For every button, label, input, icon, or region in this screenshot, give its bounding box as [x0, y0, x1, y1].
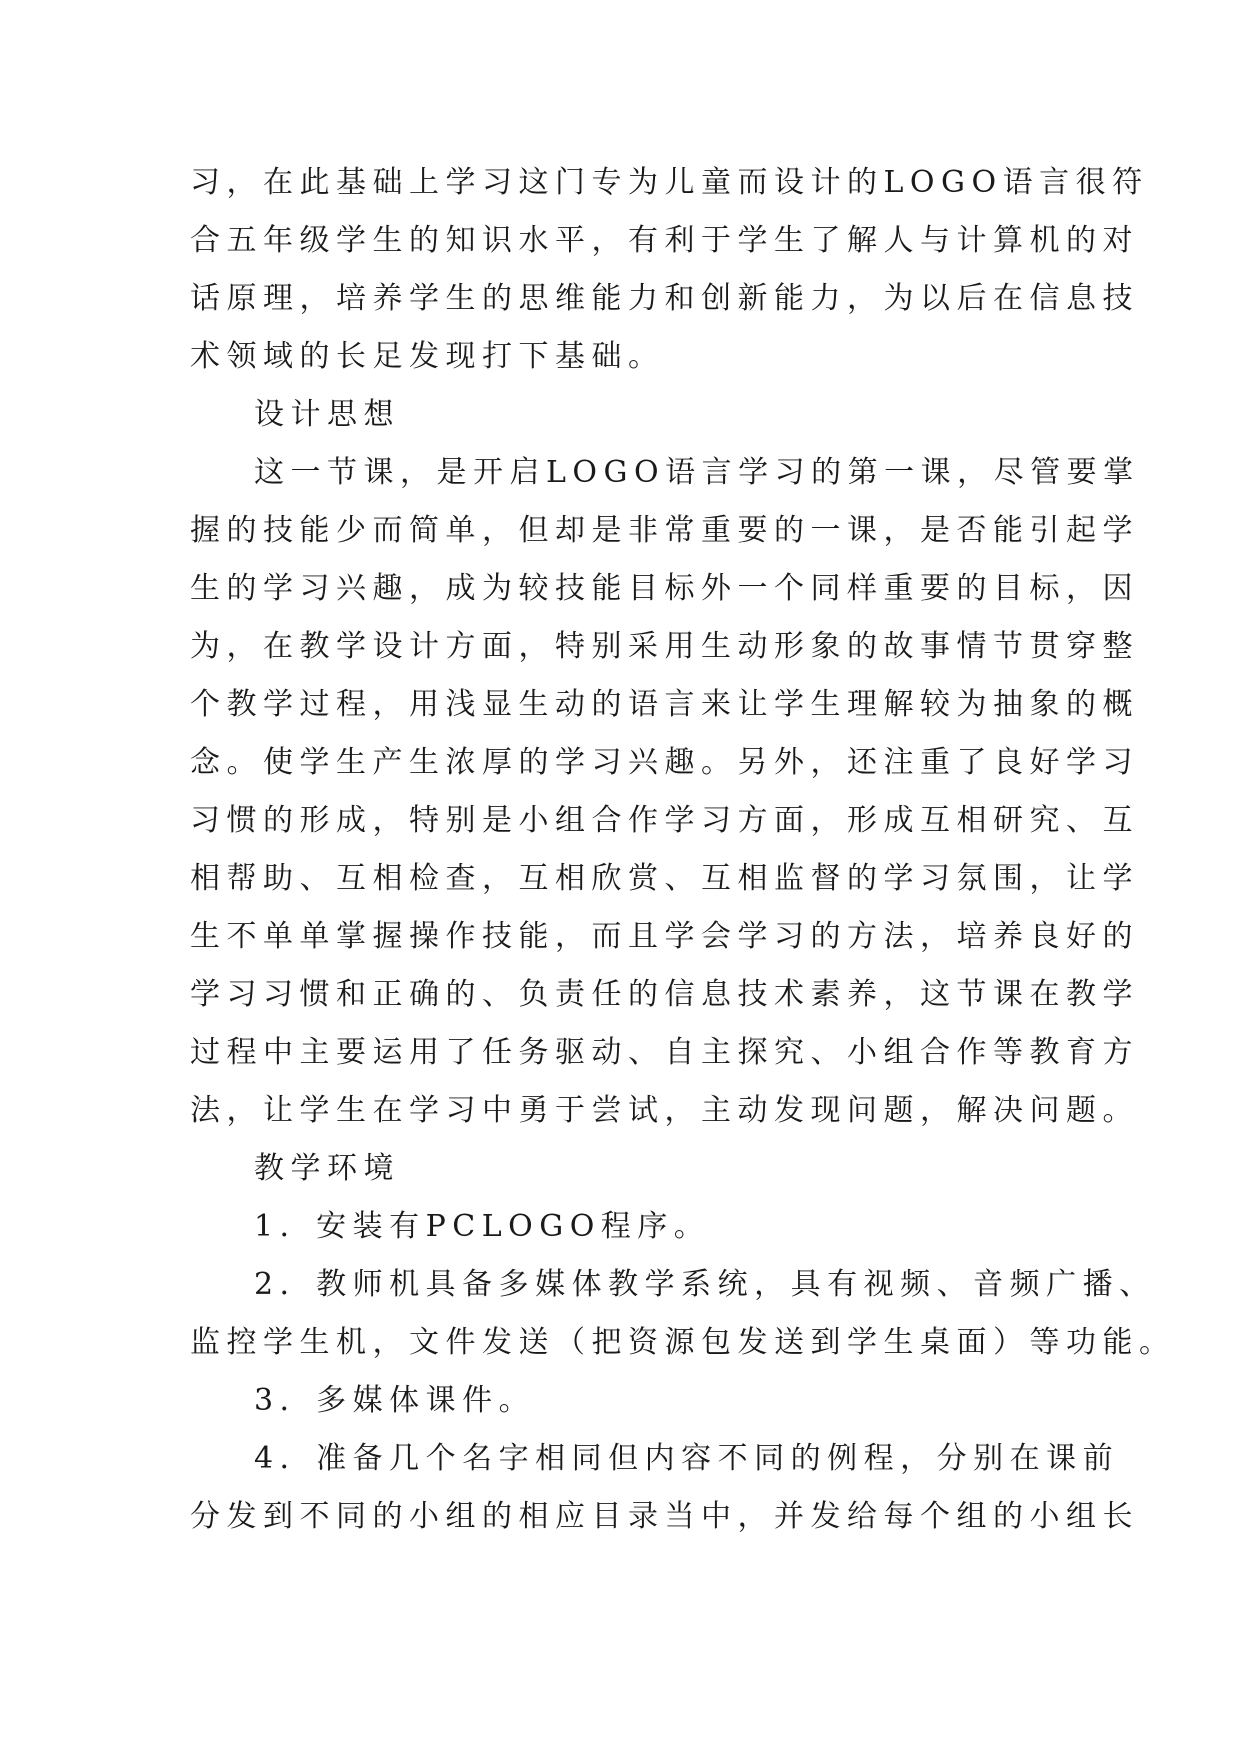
list-item: 2．教师机具备多媒体教学系统，具有视频、音频广播、: [254, 1267, 1156, 1302]
section-heading: 教学环境: [254, 1151, 400, 1186]
text-line: 习，在此基础上学习这门专为儿童而设计的LOGO语言很符: [190, 165, 1149, 200]
text-line: 生的学习兴趣，成为较技能目标外一个同样重要的目标，因: [190, 571, 1139, 606]
text-line: 念。使学生产生浓厚的学习兴趣。另外，还注重了良好学习: [190, 745, 1139, 780]
list-item: 4．准备几个名字相同但内容不同的例程，分别在课前: [254, 1441, 1120, 1476]
text-line: 习惯的形成，特别是小组合作学习方面，形成互相研究、互: [190, 803, 1139, 838]
list-item: 1．安装有PCLOGO程序。: [254, 1209, 711, 1244]
text-line: 相帮助、互相检查，互相欣赏、互相监督的学习氛围，让学: [190, 861, 1139, 896]
text-line: 监控学生机，文件发送（把资源包发送到学生桌面）等功能。: [190, 1325, 1176, 1360]
text-line: 术领域的长足发现打下基础。: [190, 339, 665, 374]
text-line: 生不单单掌握操作技能，而且学会学习的方法，培养良好的: [190, 919, 1139, 954]
list-item: 3．多媒体课件。: [254, 1383, 536, 1418]
text-line: 过程中主要运用了任务驱动、自主探究、小组合作等教育方: [190, 1035, 1139, 1070]
text-line: 个教学过程，用浅显生动的语言来让学生理解较为抽象的概: [190, 687, 1139, 722]
text-line: 话原理，培养学生的思维能力和创新能力，为以后在信息技: [190, 281, 1139, 316]
document-body: [190, 154, 1176, 1546]
text-line: 学习习惯和正确的、负责任的信息技术素养，这节课在教学: [190, 977, 1139, 1012]
text-line: 握的技能少而简单，但却是非常重要的一课，是否能引起学: [190, 513, 1139, 548]
section-heading: 设计思想: [254, 397, 400, 432]
text-line: 这一节课，是开启LOGO语言学习的第一课，尽管要掌: [254, 455, 1140, 490]
text-line: 合五年级学生的知识水平，有利于学生了解人与计算机的对: [190, 223, 1139, 258]
text-line: 分发到不同的小组的相应目录当中，并发给每个组的小组长: [190, 1499, 1139, 1534]
text-line: 为，在教学设计方面，特别采用生动形象的故事情节贯穿整: [190, 629, 1139, 664]
text-line: 法，让学生在学习中勇于尝试，主动发现问题，解决问题。: [190, 1093, 1139, 1128]
